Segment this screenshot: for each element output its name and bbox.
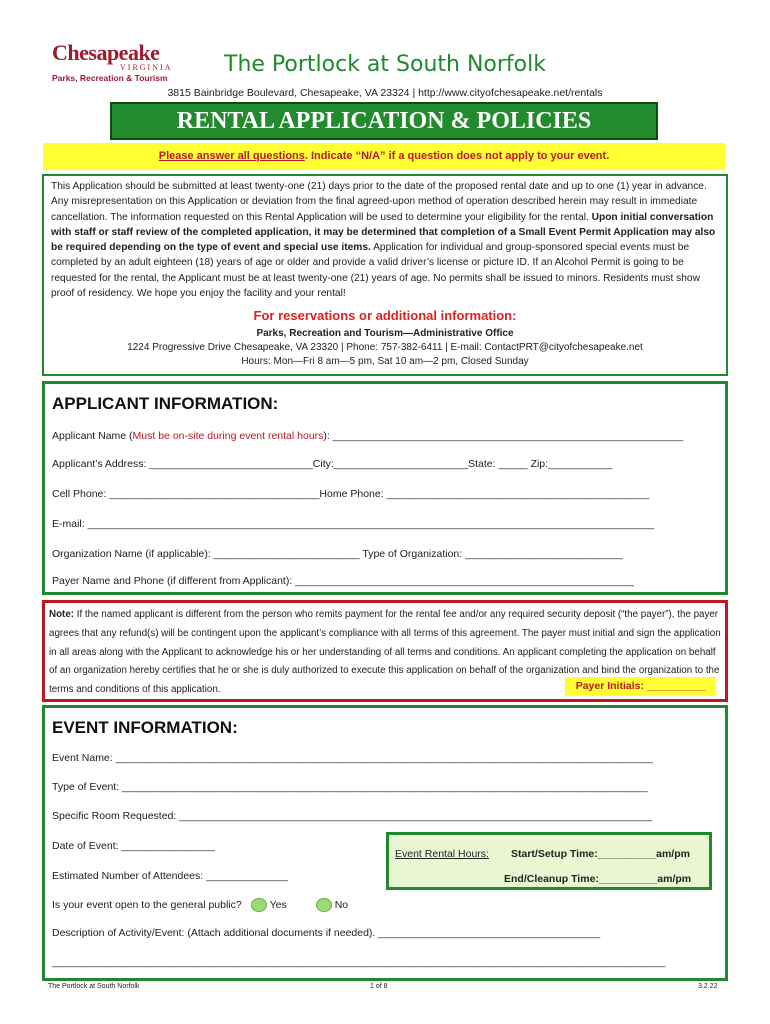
end-time-field[interactable]: End/Cleanup Time:__________am/pm (504, 873, 692, 885)
event-heading: EVENT INFORMATION: (52, 718, 238, 737)
chesapeake-logo (52, 40, 172, 88)
applicant-address-field[interactable]: Applicant’s Address: ____________________________City:_______________________State: _____ Zip:___________ (52, 458, 613, 470)
applicant-section (42, 381, 728, 595)
rental-hours-label: Event Rental Hours: (395, 848, 489, 860)
description-continuation[interactable]: _________________________________________________________________________________________________________ (52, 956, 666, 968)
onsite-requirement: Must be on-site during event rental hours (132, 430, 324, 442)
event-name-field[interactable]: Event Name: ____________________________________________________________________________________________ (52, 752, 653, 764)
note-label: Note: (49, 609, 75, 620)
page-number: 1 of 8 (370, 983, 388, 990)
notice-underlined: Please answer all questions (158, 150, 305, 162)
no-radio[interactable] (316, 898, 332, 912)
footer-facility: The Portlock at South Norfolk (48, 983, 140, 990)
logo-tagline: Parks, Recreation & Tourism (52, 73, 168, 83)
public-question (52, 898, 348, 912)
applicant-heading: APPLICANT INFORMATION: (52, 394, 279, 413)
document-title: The Portlock at South Norfolk (224, 52, 546, 77)
notice-rest: . Indicate “N/A” if a question does not apply to your event. (304, 150, 610, 162)
office-address: 1224 Progressive Drive Chesapeake, VA 23320 | Phone: 757-382-6411 | E-mail: ContactPRT@cityofchesapeake.net (127, 342, 643, 353)
office-name: Parks, Recreation and Tourism—Administrative Office (256, 328, 514, 339)
logo-main-text: Chesapeake (52, 40, 160, 65)
payer-note-box (42, 600, 728, 702)
event-date-field[interactable]: Date of Event: ________________ (52, 840, 215, 852)
no-label: No (334, 898, 349, 911)
facility-address: 3815 Bainbridge Boulevard, Chesapeake, VA 23324 | http://www.cityofchesapeake.net/rentals (167, 87, 603, 99)
rental-hours-box (386, 832, 712, 890)
yes-radio[interactable] (251, 898, 267, 912)
intro-p1: This Application should be submitted at least twenty-one (21) days prior to the date of the proposed rental date and up to one (1) year in advance. Any misrepresentation on this Application or deviation from the final agreed-upon method of operation described herein may result in immediate cancellation. The information requested on this Rental Application will be used to determine your eligibility for the rental. (51, 181, 707, 223)
phone-field[interactable]: Cell Phone: ____________________________________Home Phone: _____________________________________________ (52, 488, 650, 500)
page-banner: RENTAL APPLICATION & POLICIES (110, 102, 658, 140)
office-hours: Hours: Mon—Fri 8 am—5 pm, Sat 10 am—2 pm, Closed Sunday (241, 356, 529, 367)
logo-sub-text: VIRGINIA (120, 63, 173, 72)
payer-field[interactable]: Payer Name and Phone (if different from Applicant): __________________________________________________________ (52, 575, 634, 587)
applicant-name-label: Applicant Name ( (52, 430, 133, 442)
intro-p2: Application for individual and group-sponsored special events must be completed by an adult eighteen (18) years of age or older and provide a valid driver’s license or picture ID. If an Alcohol Permit is going to be requested for the rental, the Applicant must be at least twenty-one (21) years of age. No permits shall be issued to minors. Residents must show proof of residency. We hope you enjoy the facility and your rental! (51, 242, 700, 300)
room-field[interactable]: Specific Room Requested: _________________________________________________________________________________ (52, 810, 653, 822)
public-question-label: Is your event open to the general public? (52, 898, 242, 911)
intro-paragraph (51, 179, 719, 301)
description-field[interactable]: Description of Activity/Event: (Attach additional documents if needed). ______________________________________ (52, 927, 601, 939)
note-body: If the named applicant is different from the person who remits payment for the rental fee and/or any required security deposit (“the payer”), the payer agrees that any refund(s) will be contingent upon the applicant’s compliance with all terms of this agreement. The payer must initial and sign the application in all areas along with the Applicant to acknowledge his or her understanding of all terms and conditions. An applicant completing the application on behalf of an organization hereby certifies that he or she is duly authorized to execute this application on behalf of the organization and bind the organization to the terms and conditions of this application. (49, 609, 721, 696)
event-type-field[interactable]: Type of Event: __________________________________________________________________________________________ (52, 781, 648, 793)
intro-bold: Upon initial conversation with staff or staff review of the completed application, it may be determined that completion of a Small Event Permit Application may also be required depending on the type of event and special use items. (51, 211, 716, 254)
email-field[interactable]: E-mail: _________________________________________________________________________________________________ (52, 518, 655, 530)
attendees-field[interactable]: Estimated Number of Attendees: ______________ (52, 870, 288, 882)
yes-label: Yes (269, 898, 287, 911)
applicant-name-blank: ): ____________________________________________________________ (323, 430, 684, 442)
instructions-notice (43, 143, 725, 170)
intro-box (42, 174, 728, 376)
organization-field[interactable]: Organization Name (if applicable): _________________________ Type of Organization: ___________________________ (52, 548, 623, 560)
payer-initials-field[interactable]: Payer Initials: __________ (565, 677, 716, 696)
event-section (42, 705, 728, 981)
start-time-field[interactable]: Start/Setup Time:__________am/pm (511, 848, 690, 860)
reservations-heading: For reservations or additional information: (253, 308, 517, 323)
revision-date: 3.2.22 (698, 983, 718, 990)
applicant-name-field[interactable] (52, 430, 683, 442)
